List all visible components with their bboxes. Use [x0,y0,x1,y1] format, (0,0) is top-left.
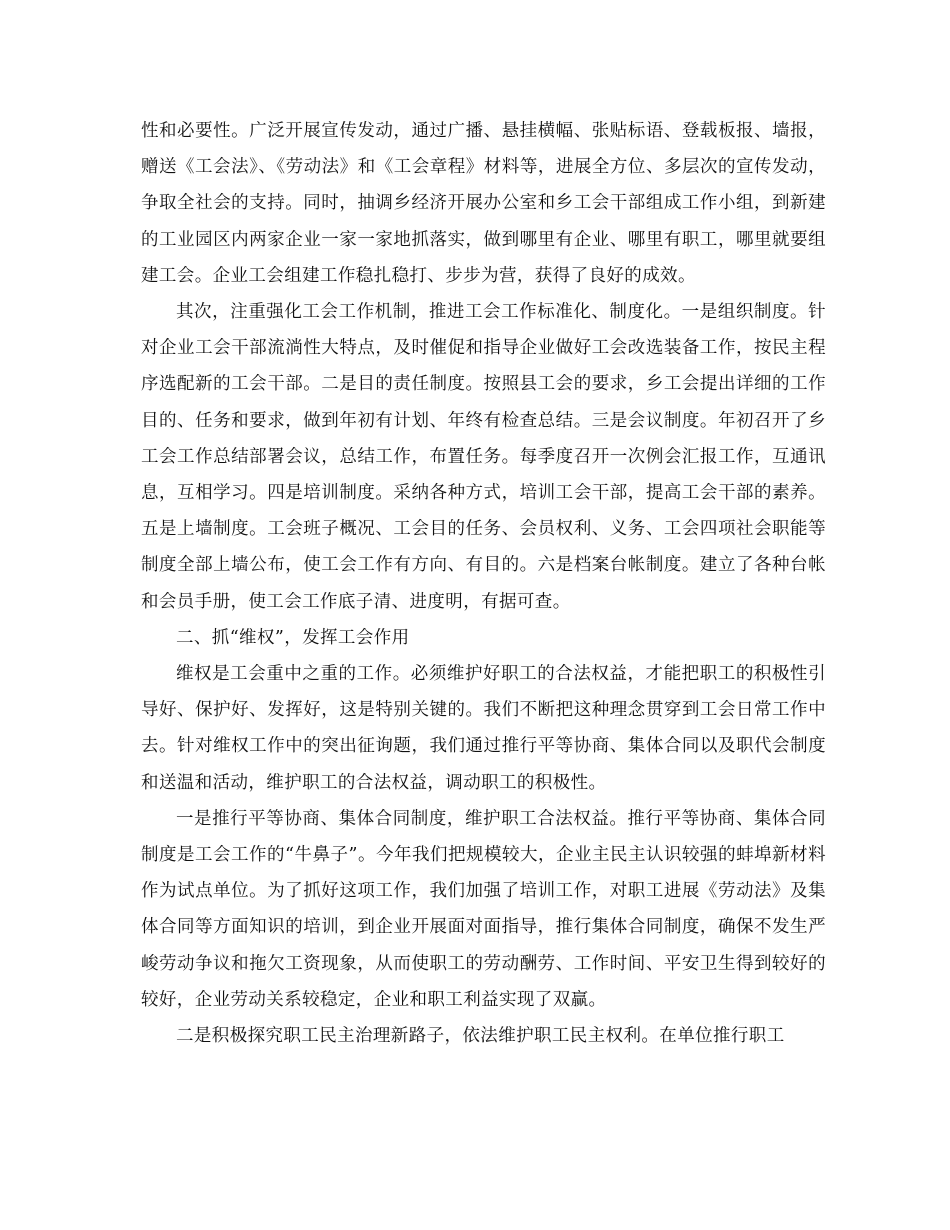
paragraph-democratic-management: 二是积极探究职工民主治理新路子，依法维护职工民主权利。在单位推行职工 [176,1026,785,1047]
document-body [141,113,826,1054]
paragraph-rights-protection-intro: 维权是工会重中之重的工作。必须维护好职工的合法权益，才能把职工的积极性引导好、保护好、发挥好，这是特别关键的。我们不断把这种理念贯穿到工会日常工作中去。针对维权工作中的突出征询题，我们通过推行平等协商、集体合同以及职代会制度和送温和活动，维护职工的合法权益，调动职工的积极性。 [141,664,826,793]
paragraph-collective-contract: 一是推行平等协商、集体合同制度，维护职工合法权益。推行平等协商、集体合同制度是工会工作的“牛鼻子”。今年我们把规模较大，企业主民主认识较强的蚌埠新材料作为试点单位。为了抓好这项工作，我们加强了培训工作，对职工进展《劳动法》及集体合同等方面知识的培训，到企业开展面对面指导，推行集体合同制度，确保不发生严峻劳动争议和拖欠工资现象，从而使职工的劳动酬劳、工作时间、平安卫生得到较好的较好，企业劳动关系较稳定，企业和职工利益实现了双赢。 [141,808,826,1010]
paragraph-work-mechanism: 其次，注重强化工会工作机制，推进工会工作标准化、制度化。一是组织制度。针对企业工会干部流淌性大特点，及时催促和指导企业做好工会改选装备工作，按民主程序选配新的工会干部。二是目的责任制度。按照县工会的要求，乡工会提出详细的工作目的、任务和要求，做到年初有计划、年终有检查总结。三是会议制度。年初召开了乡工会工作总结部署会议，总结工作，布置任务。每季度召开一次例会汇报工作，互通讯息，互相学习。四是培训制度。采纳各种方式，培训工会干部，提高工会干部的素养。五是上墙制度。工会班子概况、工会目的任务、会员权利、义务、工会四项社会职能等制度全部上墙公布，使工会工作有方向、有目的。六是档案台帐制度。建立了各种台帐和会员手册，使工会工作底子清、进度明，有据可查。 [141,302,826,612]
paragraph-union-setup-publicity: 性和必要性。广泛开展宣传发动，通过广播、悬挂横幅、张贴标语、登载板报、墙报，赠送《工会法》、《劳动法》和《工会章程》材料等，进展全方位、多层次的宣传发动，争取全社会的支持。同时，抽调乡经济开展办公室和乡工会干部组成工作小组，到新建的工业园区内两家企业一家一家地抓落实，做到哪里有企业、哪里有职工，哪里就要组建工会。企业工会组建工作稳扎稳打、步步为营，获得了良好的成效。 [141,121,826,286]
section-heading-rights-protection: 二、抓“维权”，发挥工会作用 [176,627,410,648]
